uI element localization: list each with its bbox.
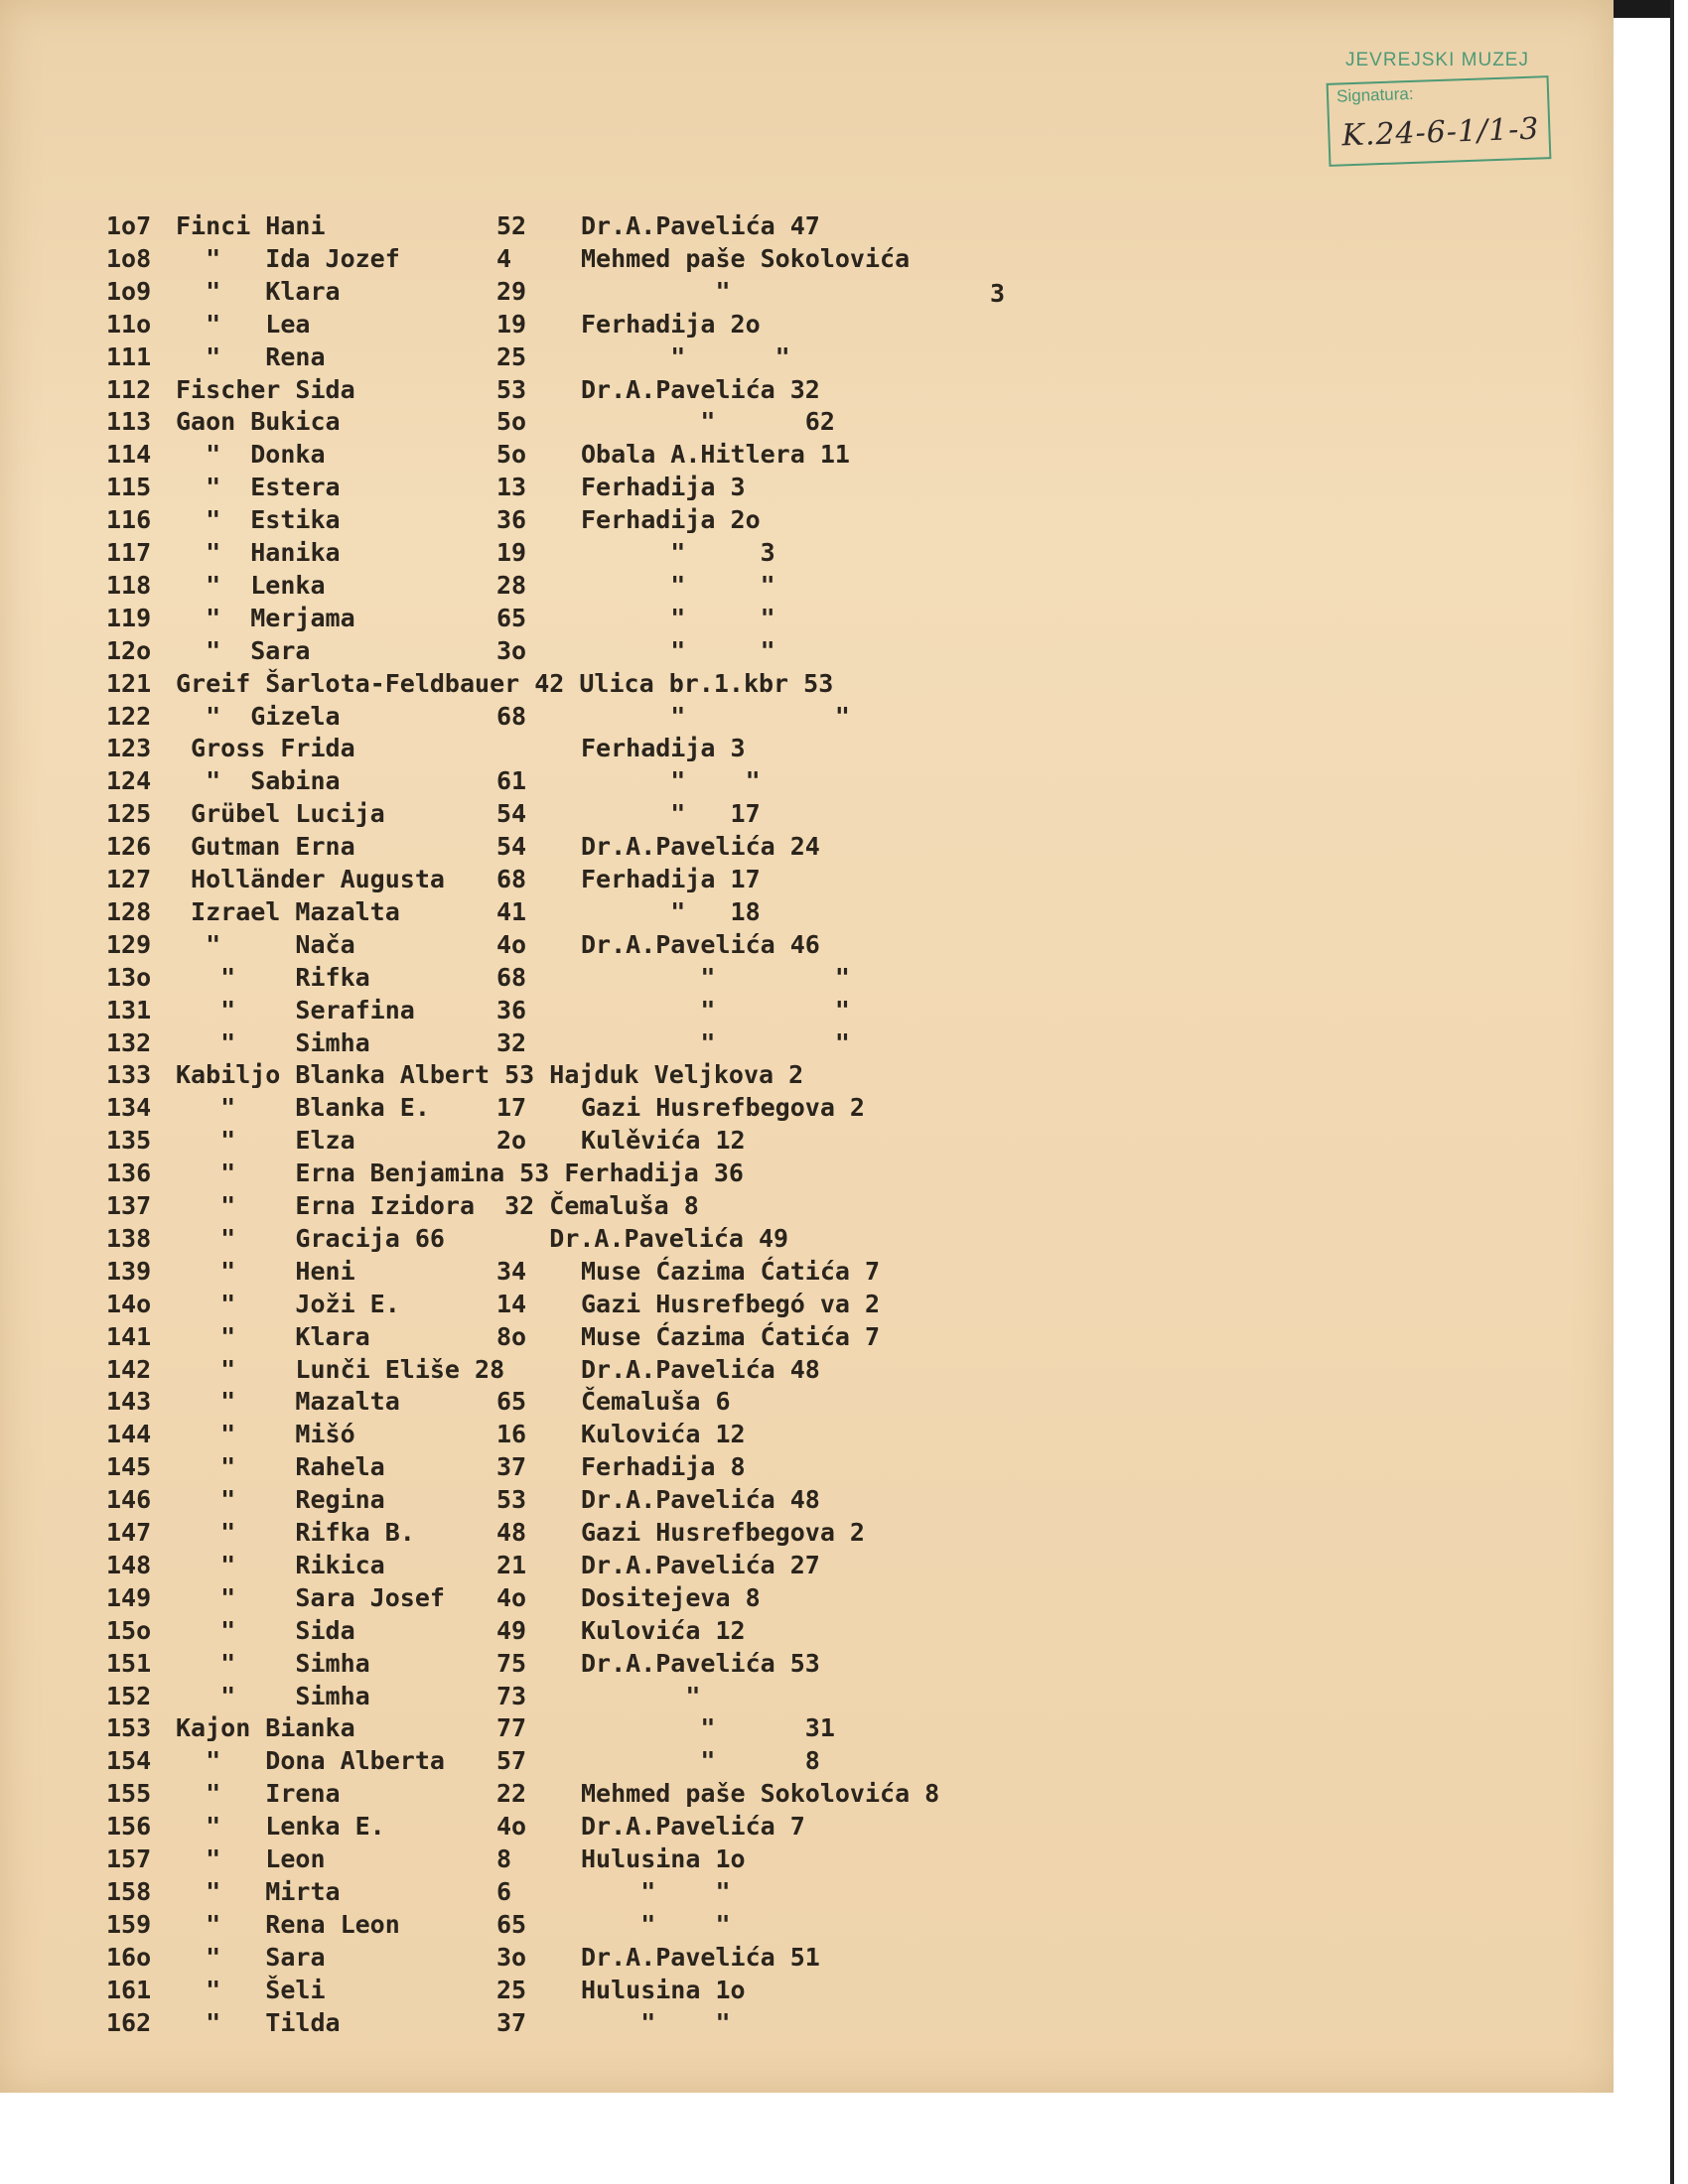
- entry-age: 53: [496, 374, 527, 404]
- entry-age: 49: [496, 1615, 527, 1645]
- entry-name: " Rifka B.: [176, 1518, 415, 1547]
- entry-number: 116: [106, 505, 152, 535]
- entry-age: 32: [496, 1027, 527, 1057]
- entry-number: 142: [106, 1354, 152, 1384]
- entry-address: " ": [581, 766, 761, 796]
- entry-age: 4o: [496, 1582, 527, 1612]
- entry-address: Ferhadija 2o: [581, 505, 761, 535]
- entry-number: 134: [106, 1093, 152, 1123]
- entry-age: 37: [496, 2007, 527, 2037]
- entry-number: 128: [106, 896, 152, 926]
- entry-name: " Gracija 66 Dr.A.Pavelića 49: [176, 1223, 789, 1253]
- entry-address: Hulusina 1o: [581, 1844, 746, 1873]
- entry-number: 111: [106, 341, 152, 371]
- entry-name: " Lenka E.: [176, 1812, 385, 1842]
- entry-age: 17: [496, 1093, 527, 1123]
- entry-name: " Joži E.: [176, 1289, 400, 1318]
- entry-number: 144: [106, 1420, 152, 1449]
- entry-age: 28: [496, 570, 527, 600]
- entry-address: " ": [581, 962, 850, 992]
- entry-number: 114: [106, 440, 152, 470]
- entry-number: 145: [106, 1452, 152, 1482]
- entry-name: " Rahela: [176, 1452, 385, 1482]
- entry-address: " 62: [581, 407, 835, 437]
- entry-number: 159: [106, 1909, 152, 1939]
- entry-number: 138: [106, 1223, 152, 1253]
- entry-name: " Tilda: [176, 2007, 341, 2037]
- entry-address: Mehmed paše Sokolovića: [581, 243, 911, 273]
- entry-address: " 31: [581, 1713, 835, 1743]
- scan-edge: [1614, 0, 1674, 18]
- entry-age: 4: [496, 243, 512, 273]
- entry-name: Fischer Sida: [176, 374, 355, 404]
- entry-age: 8: [496, 1844, 512, 1873]
- entry-age: 68: [496, 701, 527, 731]
- entry-name: " Rikica: [176, 1550, 385, 1579]
- entry-age: 19: [496, 538, 527, 567]
- entry-address: " ": [581, 2007, 731, 2037]
- entry-age: 65: [496, 1387, 527, 1417]
- entry-address: " ": [581, 341, 790, 371]
- entry-name: " Blanka E.: [176, 1093, 430, 1123]
- entry-name: " Erna Izidora 32 Čemaluša 8: [176, 1191, 699, 1220]
- entry-number: 141: [106, 1321, 152, 1351]
- entry-age: 13: [496, 473, 527, 502]
- entry-name: " Heni: [176, 1256, 355, 1286]
- entry-age: 36: [496, 505, 527, 535]
- entry-number: 154: [106, 1746, 152, 1776]
- entry-address: Kulovića 12: [581, 1615, 746, 1645]
- entry-age: 52: [496, 211, 527, 240]
- entry-age: 41: [496, 896, 527, 926]
- entry-name: " Gizela: [176, 701, 341, 731]
- entry-address: Čemaluša 6: [581, 1387, 731, 1417]
- entry-name: " Dona Alberta: [176, 1746, 445, 1776]
- entry-address: Obala A.Hitlera 11: [581, 440, 850, 470]
- entry-age: 22: [496, 1779, 527, 1809]
- entry-number: 113: [106, 407, 152, 437]
- entry-number: 121: [106, 668, 152, 698]
- entry-address: " 17: [581, 799, 761, 829]
- entry-address: " ": [581, 1876, 731, 1906]
- entry-number: 147: [106, 1518, 152, 1547]
- entry-name: " Regina: [176, 1485, 385, 1515]
- entry-age: 29: [496, 276, 527, 306]
- entry-number: 124: [106, 766, 152, 796]
- entry-number: 15o: [106, 1615, 152, 1645]
- entry-name: " Sara: [176, 1942, 326, 1972]
- entry-age: 25: [496, 1975, 527, 2004]
- entry-address: " ": [581, 701, 850, 731]
- entry-address: Ferhadija 8: [581, 1452, 746, 1482]
- entry-age: 61: [496, 766, 527, 796]
- entry-number: 137: [106, 1191, 152, 1220]
- entry-age: 21: [496, 1550, 527, 1579]
- entry-age: 73: [496, 1681, 527, 1710]
- entry-address: Gazi Husrefbegova 2: [581, 1093, 865, 1123]
- entry-number: 1o9: [106, 276, 152, 306]
- entry-name: " Merjama: [176, 603, 355, 632]
- entry-name: Izrael Mazalta: [176, 896, 400, 926]
- entry-name: " Nača: [176, 929, 355, 959]
- entry-address: Dr.A.Pavelića 46: [581, 929, 820, 959]
- entry-name: " Simha: [176, 1681, 370, 1710]
- entry-name: Finci Hani: [176, 211, 326, 240]
- entry-address: ": [581, 276, 731, 306]
- entry-number: 139: [106, 1256, 152, 1286]
- entry-name: " Rena Leon: [176, 1909, 400, 1939]
- entry-address: " ": [581, 635, 775, 665]
- entry-address: Dr.A.Pavelića 27: [581, 1550, 820, 1579]
- entry-age: 75: [496, 1648, 527, 1678]
- entry-number: 152: [106, 1681, 152, 1710]
- entry-number: 126: [106, 832, 152, 862]
- entry-address: Ferhadija 3: [581, 734, 746, 763]
- entry-address: Ferhadija 3: [581, 473, 746, 502]
- entry-number: 132: [106, 1027, 152, 1057]
- entry-number: 136: [106, 1159, 152, 1188]
- entry-number: 156: [106, 1812, 152, 1842]
- entry-number: 125: [106, 799, 152, 829]
- entry-address: " ": [581, 1909, 731, 1939]
- entry-name: " Klara: [176, 1321, 370, 1351]
- entry-number: 129: [106, 929, 152, 959]
- stamp-signature-label: Signatura:: [1336, 83, 1414, 106]
- entry-number: 162: [106, 2007, 152, 2037]
- entry-number: 115: [106, 473, 152, 502]
- entry-address: " ": [581, 603, 775, 632]
- entry-name: Kabiljo Blanka Albert 53 Hajduk Veljkova 2: [176, 1060, 804, 1090]
- entry-name: " Mišó: [176, 1420, 355, 1449]
- entry-address: Ferhadija 2o: [581, 309, 761, 339]
- entry-age: 3o: [496, 635, 527, 665]
- entry-name: " Estera: [176, 473, 341, 502]
- entry-number: 149: [106, 1582, 152, 1612]
- entry-name: " Mirta: [176, 1876, 341, 1906]
- entry-address: " 8: [581, 1746, 820, 1776]
- entry-number: 117: [106, 538, 152, 567]
- entry-name: " Erna Benjamina 53 Ferhadija 36: [176, 1159, 744, 1188]
- entry-number: 12o: [106, 635, 152, 665]
- entry-number: 155: [106, 1779, 152, 1809]
- entry-name: " Simha: [176, 1027, 370, 1057]
- entry-age: 8o: [496, 1321, 527, 1351]
- entry-number: 133: [106, 1060, 152, 1090]
- entry-number: 119: [106, 603, 152, 632]
- entry-age: 14: [496, 1289, 527, 1318]
- scan-border: [1670, 0, 1674, 2184]
- entry-address: Gazi Husrefbegó va 2: [581, 1289, 881, 1318]
- entry-address: Dr.A.Pavelića 53: [581, 1648, 820, 1678]
- entry-address: Dr.A.Pavelića 48: [581, 1485, 820, 1515]
- entry-name: " Klara: [176, 276, 341, 306]
- entry-address: Ferhadija 17: [581, 865, 761, 893]
- entry-name: Greif Šarlota-Feldbauer 42 Ulica br.1.kbr 53: [176, 668, 834, 698]
- entry-number: 1o7: [106, 211, 152, 240]
- entry-number: 118: [106, 570, 152, 600]
- entry-address: " ": [581, 995, 850, 1024]
- entry-number: 135: [106, 1126, 152, 1156]
- entry-number: 131: [106, 995, 152, 1024]
- entry-age: 37: [496, 1452, 527, 1482]
- entry-name: Kajon Bianka: [176, 1713, 355, 1743]
- entry-number: 157: [106, 1844, 152, 1873]
- entry-name: " Sara: [176, 635, 311, 665]
- entry-age: 4o: [496, 929, 527, 959]
- entry-name: " Sara Josef: [176, 1582, 445, 1612]
- entry-address: Dr.A.Pavelića 32: [581, 374, 820, 404]
- entry-address: " 18: [581, 896, 761, 926]
- entry-name: Holländer Augusta: [176, 865, 445, 893]
- entry-number: 153: [106, 1713, 152, 1743]
- entry-number: 13o: [106, 962, 152, 992]
- entry-address: Muse Ćazima Ćatića 7: [581, 1256, 881, 1286]
- entry-name: Gutman Erna: [176, 832, 355, 862]
- entry-name: " Serafina: [176, 995, 415, 1024]
- entry-number: 122: [106, 701, 152, 731]
- entry-number: 11o: [106, 309, 152, 339]
- entry-number: 123: [106, 734, 152, 763]
- entry-address: Dr.A.Pavelića 24: [581, 832, 820, 862]
- entry-name: " Sabina: [176, 766, 341, 796]
- entry-age: 6: [496, 1876, 512, 1906]
- entry-address: " ": [581, 570, 775, 600]
- entry-name: " Estika: [176, 505, 341, 535]
- entry-number: 1o8: [106, 243, 152, 273]
- entry-address: " ": [581, 1027, 850, 1057]
- entry-number: 112: [106, 374, 152, 404]
- entry-name: " Rifka: [176, 962, 370, 992]
- entry-number: 14o: [106, 1289, 152, 1318]
- entry-age: 68: [496, 865, 527, 893]
- entry-address: Dositejeva 8: [581, 1582, 761, 1612]
- entry-address: Dr.A.Pavelića 48: [581, 1354, 820, 1384]
- entry-number: 158: [106, 1876, 152, 1906]
- entry-name: " Lunči Eliše 28: [176, 1354, 505, 1384]
- entry-name: " Leon: [176, 1844, 326, 1873]
- entry-age: 5o: [496, 440, 527, 470]
- entry-age: 36: [496, 995, 527, 1024]
- entry-number: 16o: [106, 1942, 152, 1972]
- entry-number: 127: [106, 865, 152, 893]
- entry-address: Muse Ćazima Ćatića 7: [581, 1321, 881, 1351]
- entry-age: 77: [496, 1713, 527, 1743]
- entry-age: 25: [496, 341, 527, 371]
- entry-address: Hulusina 1o: [581, 1975, 746, 2004]
- entry-age: 57: [496, 1746, 527, 1776]
- entry-age: 54: [496, 799, 527, 829]
- entry-age: 2o: [496, 1126, 527, 1156]
- entry-name: Gaon Bukica: [176, 407, 341, 437]
- entry-name: Grübel Lucija: [176, 799, 385, 829]
- stray-mark: 3: [990, 279, 1006, 308]
- entry-name: " Simha: [176, 1648, 370, 1678]
- entry-age: 5o: [496, 407, 527, 437]
- entry-name: " Mazalta: [176, 1387, 400, 1417]
- entry-address: Mehmed paše Sokolovića 8: [581, 1779, 940, 1809]
- entry-age: 3o: [496, 1942, 527, 1972]
- entry-name: " Šeli: [176, 1975, 326, 2004]
- entry-name: " Lenka: [176, 570, 326, 600]
- entry-address: Dr.A.Pavelića 47: [581, 211, 820, 240]
- entry-age: 48: [496, 1518, 527, 1547]
- entry-name: " Ida Jozef: [176, 243, 400, 273]
- entry-name: " Sida: [176, 1615, 355, 1645]
- entry-age: 4o: [496, 1812, 527, 1842]
- entry-number: 151: [106, 1648, 152, 1678]
- entry-number: 146: [106, 1485, 152, 1515]
- entry-address: Gazi Husrefbegova 2: [581, 1518, 865, 1547]
- entry-age: 65: [496, 1909, 527, 1939]
- entry-address: Dr.A.Pavelića 7: [581, 1812, 805, 1842]
- entry-name: Gross Frida: [176, 734, 355, 763]
- entry-age: 54: [496, 832, 527, 862]
- entry-age: 68: [496, 962, 527, 992]
- entry-address: " 3: [581, 538, 775, 567]
- entry-address: Kulěvića 12: [581, 1126, 746, 1156]
- entry-age: 19: [496, 309, 527, 339]
- entry-address: Kulovića 12: [581, 1420, 746, 1449]
- entry-name: " Donka: [176, 440, 326, 470]
- entry-number: 148: [106, 1550, 152, 1579]
- entry-name: " Lea: [176, 309, 311, 339]
- entry-age: 34: [496, 1256, 527, 1286]
- entry-name: " Elza: [176, 1126, 355, 1156]
- entry-age: 53: [496, 1485, 527, 1515]
- entry-name: " Hanika: [176, 538, 341, 567]
- stamp-museum-name: JEVREJSKI MUZEJ: [1345, 50, 1529, 70]
- entry-address: Dr.A.Pavelića 51: [581, 1942, 820, 1972]
- entry-name: " Irena: [176, 1779, 341, 1809]
- entry-age: 16: [496, 1420, 527, 1449]
- entry-address: ": [581, 1681, 701, 1710]
- entry-age: 65: [496, 603, 527, 632]
- stamp-signature-code: K.24-6-1/1-3: [1340, 111, 1540, 154]
- entry-name: " Rena: [176, 341, 326, 371]
- entry-number: 161: [106, 1975, 152, 2004]
- entry-number: 143: [106, 1387, 152, 1417]
